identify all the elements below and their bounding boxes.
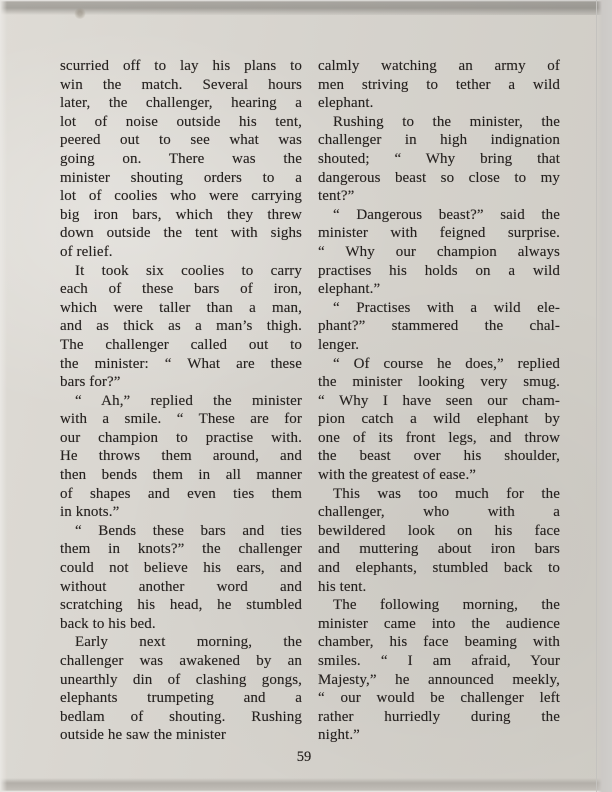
text-line: challenger, who with a	[318, 504, 560, 521]
two-column-text-block	[60, 57, 560, 745]
text-line: peered out to see what was	[60, 132, 302, 149]
text-line: smiles. “ I am afraid, Your	[318, 653, 560, 669]
text-line: dangerous beast so close to my	[318, 169, 560, 186]
paragraph	[60, 522, 302, 634]
text-line: down outside the tent with sighs	[60, 225, 302, 242]
scan-edge-top	[0, 0, 612, 15]
text-line: phant?” stammered the chal-	[318, 318, 560, 335]
text-line: night.”	[318, 727, 360, 744]
text-line: “ Ah,” replied the minister	[75, 392, 302, 409]
paragraph	[318, 299, 560, 355]
text-line: later, the challenger, hearing a	[60, 95, 302, 112]
text-line: win the match. Several hours	[60, 76, 302, 93]
text-line: without another word and	[60, 578, 302, 595]
text-line: in knots.”	[60, 504, 120, 521]
text-line: scurried off to lay his plans to	[60, 58, 302, 74]
text-line: and elephants, stumbled back to	[318, 560, 560, 577]
text-line: This was too much for the	[333, 485, 560, 502]
text-line: big iron bars, which they threw	[60, 206, 302, 223]
text-line: The challenger called out to	[60, 336, 302, 353]
text-line: his tent.	[318, 578, 367, 595]
text-line: shouted; “ Why bring that	[318, 150, 560, 167]
paragraph	[60, 57, 302, 262]
text-line: the minister looking very smug.	[318, 374, 560, 391]
text-line: lenger.	[318, 336, 360, 353]
scan-edge-bottom	[0, 778, 612, 792]
text-line: could not believe his ears, and	[60, 560, 302, 577]
text-line: and as thick as a man’s thigh.	[60, 318, 302, 335]
text-line: Majesty,” he announced meekly,	[318, 671, 560, 688]
scan-edge-right	[596, 0, 612, 792]
text-line: Rushing to the minister, the	[333, 113, 560, 130]
text-line: tent?”	[318, 188, 355, 205]
text-line: challenger was awakened by an	[60, 653, 302, 669]
text-line: which were taller than a man,	[60, 299, 302, 316]
text-line: chamber, his face beaming with	[318, 634, 560, 651]
text-line: bewildered look on his face	[318, 522, 560, 539]
text-line: It took six coolies to carry	[75, 262, 302, 279]
text-line: “ Of course he does,” replied	[333, 355, 560, 372]
text-line: with the greatest of ease.”	[318, 467, 477, 484]
text-line: the beast over his shoulder,	[318, 448, 560, 465]
text-line: “ Why our champion always	[318, 243, 560, 260]
text-line: He throws them around, and	[60, 448, 302, 465]
text-line: Early next morning, the	[75, 634, 302, 651]
column-right	[318, 57, 560, 745]
text-line: “ our would be challenger left	[318, 690, 560, 707]
text-line: scratching his head, he stumbled	[60, 597, 302, 614]
text-line: “ Dangerous beast?” said the	[333, 206, 560, 223]
paragraph	[318, 57, 560, 113]
paragraph	[60, 262, 302, 392]
text-line: outside he saw the minister	[60, 727, 227, 744]
paragraph	[60, 633, 302, 745]
text-line: elephant.	[318, 95, 374, 112]
text-line: men striving to tether a wild	[318, 76, 560, 93]
text-line: unearthly din of clashing gongs,	[60, 671, 302, 688]
text-line: calmly watching an army of	[318, 58, 560, 74]
text-line: lot of coolies who were carrying	[60, 188, 302, 205]
text-line: of shapes and even ties them	[60, 485, 302, 502]
scan-speck-artifact	[74, 8, 86, 19]
paragraph	[318, 206, 560, 299]
text-line: one of its front legs, and throw	[318, 429, 560, 446]
text-line: with a smile. “ These are for	[60, 411, 302, 428]
page-number: 59	[296, 749, 312, 765]
text-line: “ Practises with a wild ele-	[333, 299, 560, 316]
paragraph	[318, 113, 560, 206]
text-line: minister shouting orders to a	[60, 169, 302, 186]
text-line: elephants trumpeting and a	[60, 690, 302, 707]
text-line: pion catch a wild elephant by	[318, 411, 560, 428]
text-line: lot of noise outside his tent,	[60, 113, 302, 130]
paragraph	[60, 392, 302, 522]
paragraph	[318, 596, 560, 745]
text-line: minister came into the audience	[318, 615, 560, 632]
text-line: of relief.	[60, 243, 113, 260]
column-left	[60, 57, 302, 745]
text-line: and muttering about iron bars	[318, 541, 560, 558]
text-line: minister with feigned surprise.	[318, 225, 560, 242]
text-line: then bends them in all manner	[60, 467, 302, 484]
text-line: our champion to practise with.	[60, 429, 302, 446]
text-line: each of these bars of iron,	[60, 281, 302, 298]
text-line: The following morning, the	[333, 597, 560, 614]
text-line: going on. There was the	[60, 150, 302, 167]
text-line: rather hurriedly during the	[318, 708, 560, 725]
text-line: “ Why I have seen our cham-	[318, 392, 560, 409]
text-line: elephant.”	[318, 281, 381, 298]
text-line: bedlam of shouting. Rushing	[60, 708, 302, 725]
text-line: back to his bed.	[60, 615, 156, 632]
text-line: the minister: “ What are these	[60, 355, 302, 372]
text-line: “ Bends these bars and ties	[75, 522, 302, 539]
text-line: them in knots?” the challenger	[60, 541, 302, 558]
text-line: bars for?”	[60, 374, 121, 391]
text-line: practises his holds on a wild	[318, 262, 560, 279]
text-line: challenger in high indignation	[318, 132, 560, 149]
scan-edge-left	[0, 0, 7, 792]
paragraph	[318, 485, 560, 597]
paragraph	[318, 355, 560, 485]
